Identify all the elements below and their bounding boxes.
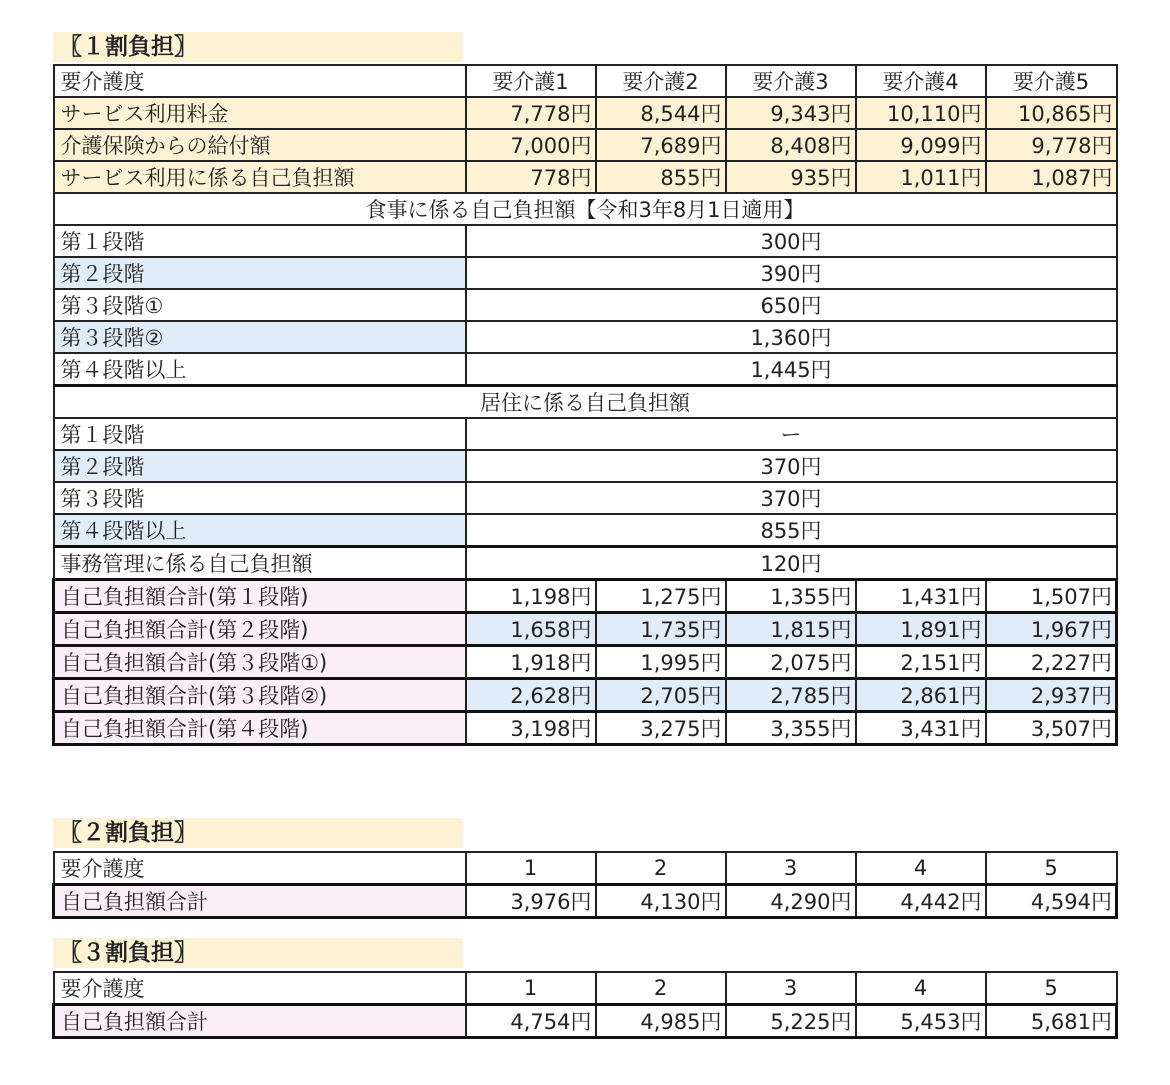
value-cell: 370円 <box>466 482 1117 514</box>
meal-section-title: 食事に係る自己負担額【令和3年8月1日適用】 <box>54 193 1117 225</box>
value-cell: 3,355円 <box>726 712 856 745</box>
value-cell: 1,275円 <box>596 580 726 613</box>
header-level: 2 <box>596 852 726 885</box>
value-cell: 2,785円 <box>726 679 856 712</box>
residence-section-title: 居住に係る自己負担額 <box>54 386 1117 419</box>
value-cell: 5,681円 <box>986 1005 1117 1038</box>
value-cell: 1,360円 <box>466 321 1117 353</box>
value-cell: ー <box>466 418 1117 450</box>
header-label: 要介護度 <box>54 852 466 885</box>
row-label: 第４段階以上 <box>54 514 466 547</box>
meal-title-row <box>54 193 1117 225</box>
header-label: 要介護度 <box>54 65 466 97</box>
row-label: 第３段階① <box>54 289 466 321</box>
header-row <box>54 852 1117 885</box>
header-level: 要介護5 <box>986 65 1117 97</box>
value-cell: 1,431円 <box>856 580 986 613</box>
row-label: 第１段階 <box>54 418 466 450</box>
value-cell: 8,544円 <box>596 97 726 129</box>
row-label: 自己負担額合計(第４段階) <box>54 712 466 745</box>
row-label: 事務管理に係る自己負担額 <box>54 547 466 580</box>
row-label: 第３段階② <box>54 321 466 353</box>
heading-1wari: 〖１割負担〗 <box>53 32 463 62</box>
total-row <box>54 1005 1117 1038</box>
total-row <box>54 679 1117 712</box>
row-label: サービス利用料金 <box>54 97 466 129</box>
value-cell: 1,198円 <box>466 580 596 613</box>
service-row <box>54 97 1117 129</box>
header-level: 5 <box>986 852 1117 885</box>
row-label: 第３段階 <box>54 482 466 514</box>
value-cell: 7,689円 <box>596 129 726 161</box>
header-level: 2 <box>596 972 726 1005</box>
value-cell: 3,275円 <box>596 712 726 745</box>
value-cell: 1,658円 <box>466 613 596 646</box>
value-cell: 3,976円 <box>466 885 596 918</box>
value-cell: 7,778円 <box>466 97 596 129</box>
value-cell: 2,227円 <box>986 646 1117 679</box>
value-cell: 4,594円 <box>986 885 1117 918</box>
value-cell: 10,865円 <box>986 97 1117 129</box>
value-cell: 2,628円 <box>466 679 596 712</box>
value-cell: 1,815円 <box>726 613 856 646</box>
table-2wari <box>52 851 1118 919</box>
heading-3wari: 〖３割負担〗 <box>53 938 463 968</box>
value-cell: 5,225円 <box>726 1005 856 1038</box>
value-cell: 7,000円 <box>466 129 596 161</box>
value-cell: 3,507円 <box>986 712 1117 745</box>
table-3wari <box>52 971 1118 1039</box>
row-label: 自己負担額合計(第３段階②) <box>54 679 466 712</box>
meal-row <box>54 225 1117 257</box>
header-level: 4 <box>856 972 986 1005</box>
value-cell: 9,099円 <box>856 129 986 161</box>
row-label: 自己負担額合計(第３段階①) <box>54 646 466 679</box>
header-level: 要介護3 <box>726 65 856 97</box>
residence-row <box>54 482 1117 514</box>
row-label: 自己負担額合計 <box>54 885 466 918</box>
value-cell: 935円 <box>726 161 856 193</box>
row-label: 第２段階 <box>54 450 466 482</box>
value-cell: 2,151円 <box>856 646 986 679</box>
service-row <box>54 161 1117 193</box>
value-cell: 9,343円 <box>726 97 856 129</box>
value-cell: 1,735円 <box>596 613 726 646</box>
meal-row <box>54 321 1117 353</box>
value-cell: 3,431円 <box>856 712 986 745</box>
residence-row <box>54 514 1117 547</box>
residence-row <box>54 450 1117 482</box>
value-cell: 8,408円 <box>726 129 856 161</box>
value-cell: 5,453円 <box>856 1005 986 1038</box>
table-1wari <box>52 64 1118 746</box>
row-label: 第２段階 <box>54 257 466 289</box>
value-cell: 300円 <box>466 225 1117 257</box>
value-cell: 1,011円 <box>856 161 986 193</box>
residence-title-row <box>54 386 1117 419</box>
value-cell: 390円 <box>466 257 1117 289</box>
row-label: 介護保険からの給付額 <box>54 129 466 161</box>
header-level: 4 <box>856 852 986 885</box>
residence-row <box>54 418 1117 450</box>
value-cell: 4,130円 <box>596 885 726 918</box>
meal-row <box>54 353 1117 386</box>
total-row <box>54 646 1117 679</box>
value-cell: 1,507円 <box>986 580 1117 613</box>
header-row <box>54 65 1117 97</box>
value-cell: 1,995円 <box>596 646 726 679</box>
value-cell: 1,918円 <box>466 646 596 679</box>
header-level: 5 <box>986 972 1117 1005</box>
value-cell: 4,442円 <box>856 885 986 918</box>
value-cell: 1,445円 <box>466 353 1117 386</box>
value-cell: 650円 <box>466 289 1117 321</box>
header-level: 3 <box>726 852 856 885</box>
value-cell: 370円 <box>466 450 1117 482</box>
value-cell: 2,075円 <box>726 646 856 679</box>
value-cell: 2,861円 <box>856 679 986 712</box>
value-cell: 1,355円 <box>726 580 856 613</box>
row-label: 第１段階 <box>54 225 466 257</box>
total-row <box>54 613 1117 646</box>
value-cell: 4,290円 <box>726 885 856 918</box>
header-level: 1 <box>466 972 596 1005</box>
row-label: 自己負担額合計 <box>54 1005 466 1038</box>
header-level: 3 <box>726 972 856 1005</box>
header-label: 要介護度 <box>54 972 466 1005</box>
value-cell: 120円 <box>466 547 1117 580</box>
header-level: 1 <box>466 852 596 885</box>
value-cell: 1,967円 <box>986 613 1117 646</box>
row-label: 自己負担額合計(第２段階) <box>54 613 466 646</box>
header-level: 要介護1 <box>466 65 596 97</box>
row-label: 第４段階以上 <box>54 353 466 386</box>
value-cell: 2,937円 <box>986 679 1117 712</box>
value-cell: 4,985円 <box>596 1005 726 1038</box>
value-cell: 855円 <box>596 161 726 193</box>
header-row <box>54 972 1117 1005</box>
value-cell: 3,198円 <box>466 712 596 745</box>
value-cell: 1,087円 <box>986 161 1117 193</box>
meal-row <box>54 289 1117 321</box>
heading-2wari: 〖２割負担〗 <box>53 818 463 848</box>
total-row <box>54 712 1117 745</box>
meal-row <box>54 257 1117 289</box>
value-cell: 855円 <box>466 514 1117 547</box>
row-label: サービス利用に係る自己負担額 <box>54 161 466 193</box>
service-row <box>54 129 1117 161</box>
header-level: 要介護4 <box>856 65 986 97</box>
value-cell: 9,778円 <box>986 129 1117 161</box>
total-row <box>54 580 1117 613</box>
value-cell: 1,891円 <box>856 613 986 646</box>
row-label: 自己負担額合計(第１段階) <box>54 580 466 613</box>
total-row <box>54 885 1117 918</box>
value-cell: 4,754円 <box>466 1005 596 1038</box>
value-cell: 778円 <box>466 161 596 193</box>
value-cell: 10,110円 <box>856 97 986 129</box>
value-cell: 2,705円 <box>596 679 726 712</box>
header-level: 要介護2 <box>596 65 726 97</box>
admin-row <box>54 547 1117 580</box>
